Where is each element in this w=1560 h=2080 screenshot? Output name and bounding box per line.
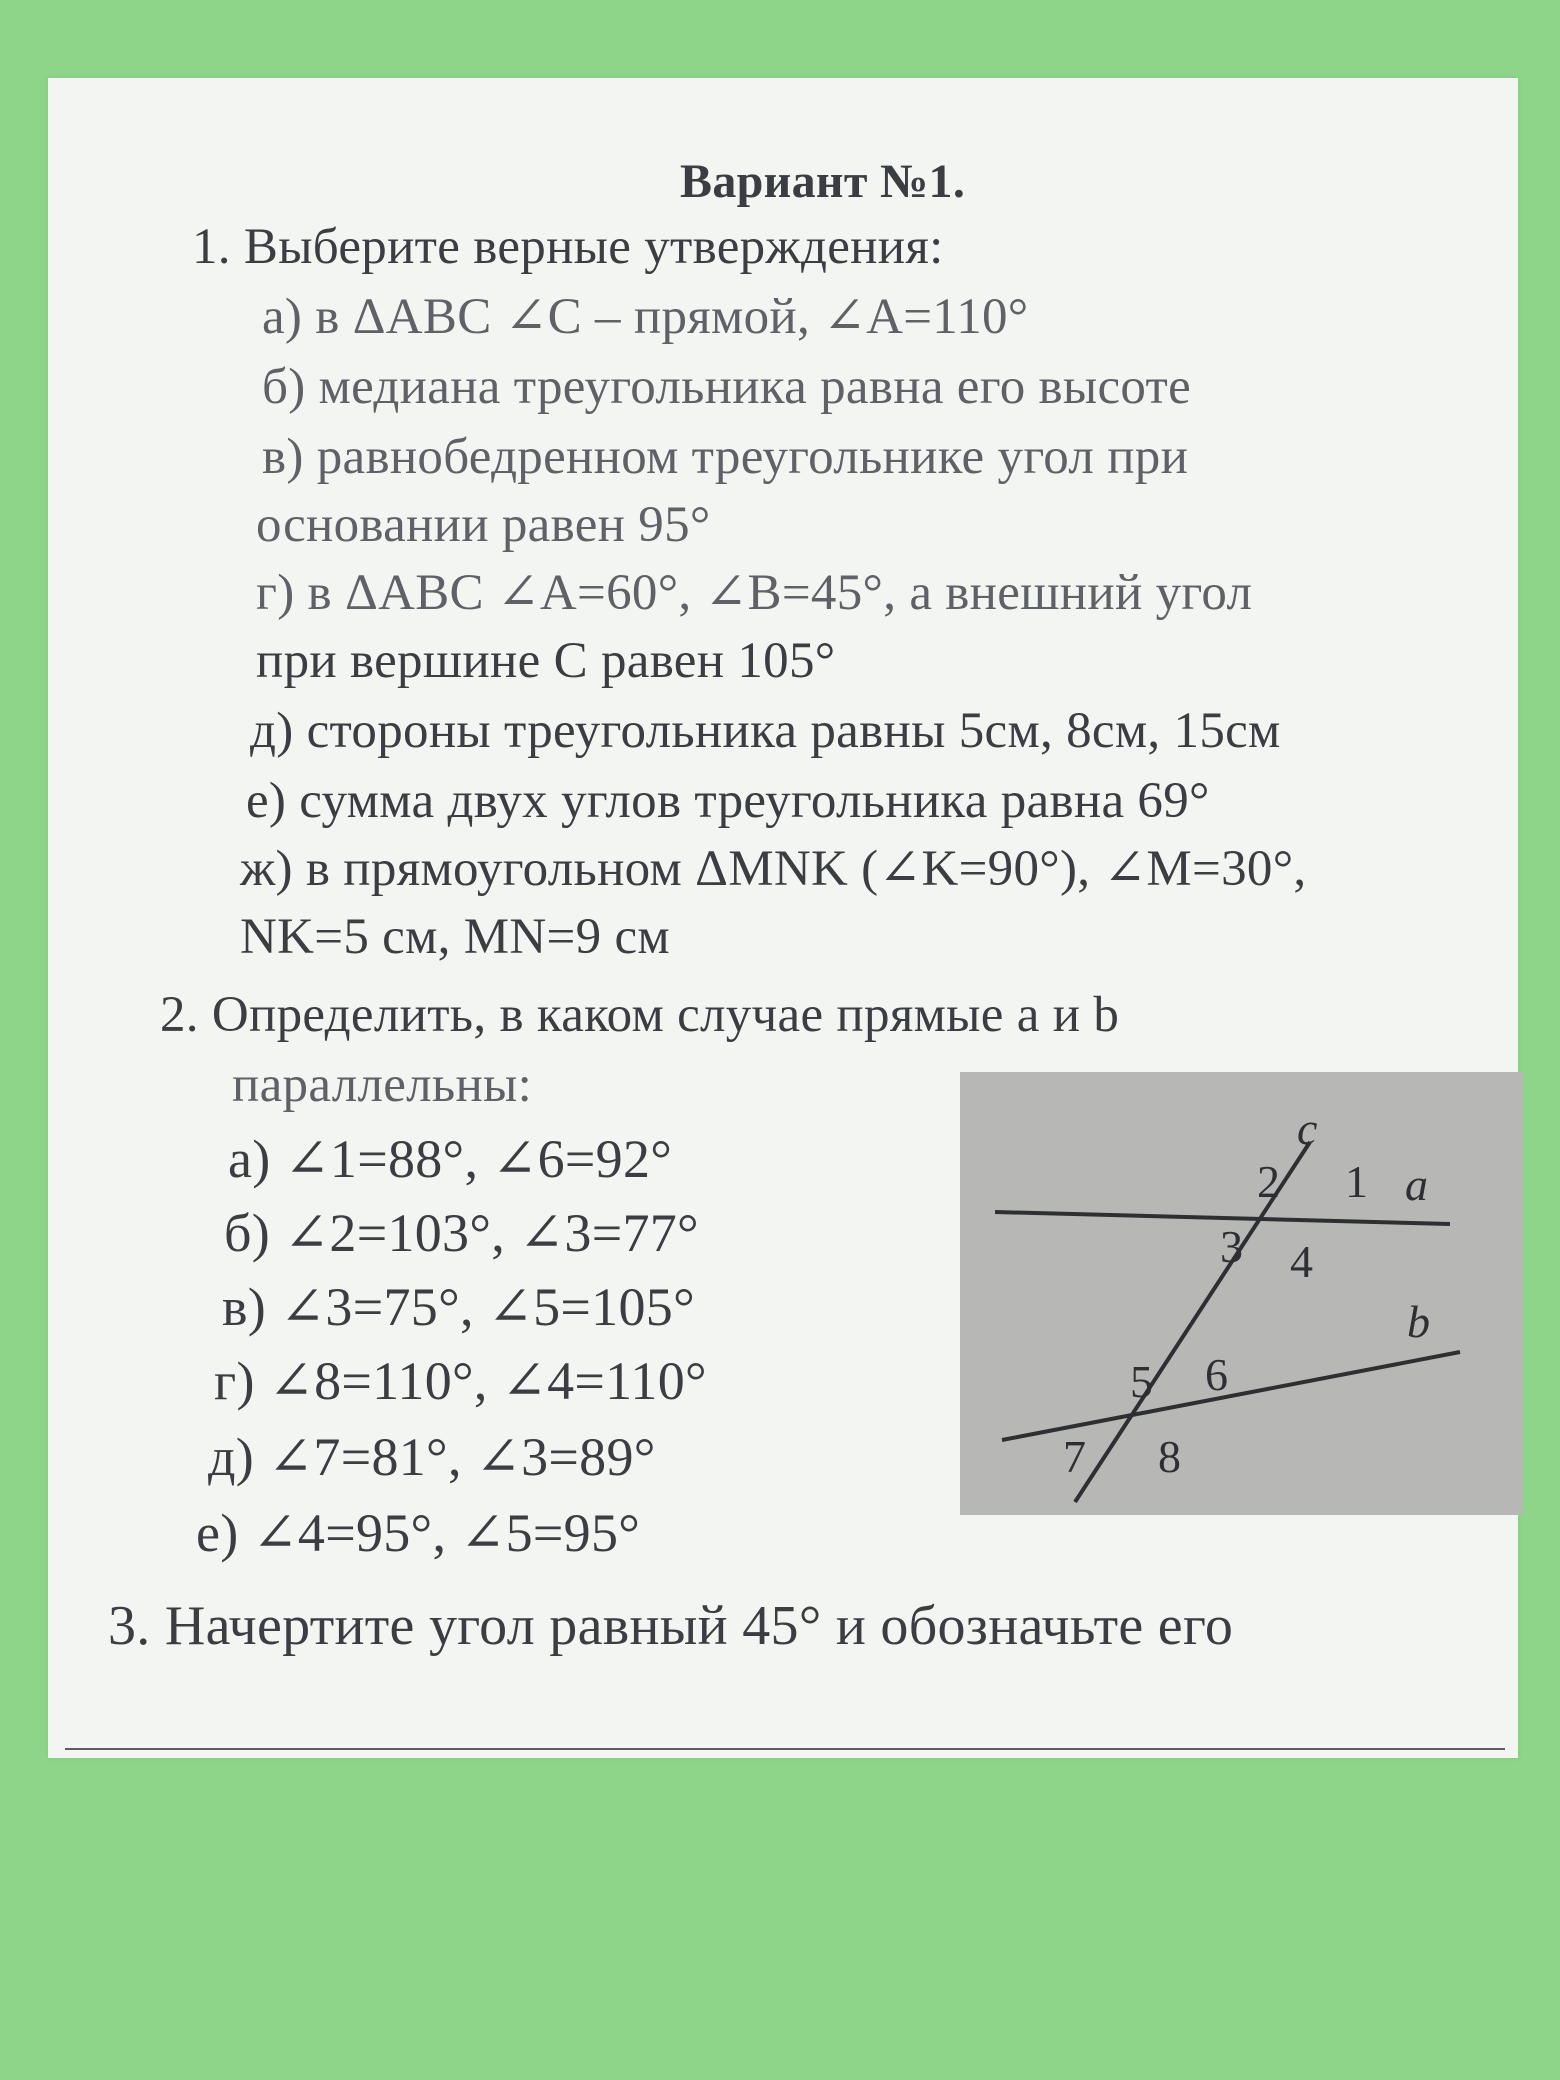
task3-text: 3. Начертите угол равный 45° и обозначьте его — [108, 1595, 1234, 1657]
label-c: c — [1297, 1103, 1318, 1154]
task2-option-a: а) ∠1=88°, ∠6=92° — [228, 1129, 673, 1189]
task1-item-zh-line1: ж) в прямоугольном ΔMNK (∠K=90°), ∠M=30°, — [240, 841, 1307, 897]
task1-item-v-line2: основании равен 95° — [256, 497, 711, 553]
angle-label-5: 5 — [1130, 1356, 1153, 1407]
angle-label-1: 1 — [1345, 1156, 1368, 1207]
task1-item-a: а) в ΔABC ∠C – прямой, ∠A=110° — [262, 289, 1029, 345]
task2-heading-line1: 2. Определить, в каком случае прямые a и b — [160, 987, 1120, 1043]
parallel-lines-figure — [960, 1072, 1523, 1515]
task1-item-e: е) сумма двух углов треугольника равна 69° — [246, 773, 1210, 829]
angle-label-2: 2 — [1257, 1156, 1280, 1207]
task2-option-e: е) ∠4=95°, ∠5=95° — [196, 1503, 641, 1563]
angle-label-3: 3 — [1220, 1221, 1243, 1272]
variant-title: Вариант №1. — [680, 155, 966, 208]
task1-item-v-line1: в) равнобедренном треугольнике угол при — [262, 429, 1189, 485]
angle-label-8: 8 — [1158, 1431, 1181, 1482]
answer-line — [65, 1748, 1505, 1750]
label-a: a — [1405, 1159, 1428, 1210]
transversal-diagram — [960, 1072, 1523, 1515]
task2-option-v: в) ∠3=75°, ∠5=105° — [222, 1277, 695, 1337]
task2-heading-line2: параллельны: — [232, 1057, 533, 1113]
angle-label-7: 7 — [1063, 1431, 1086, 1482]
angle-label-4: 4 — [1290, 1236, 1313, 1287]
task2-option-d: д) ∠7=81°, ∠3=89° — [208, 1427, 656, 1487]
label-b: b — [1407, 1296, 1430, 1347]
line-b — [1002, 1352, 1460, 1440]
task1-item-g-line2: при вершине C равен 105° — [256, 633, 836, 689]
task2-option-b: б) ∠2=103°, ∠3=77° — [224, 1203, 699, 1263]
task2-option-g: г) ∠8=110°, ∠4=110° — [214, 1351, 707, 1411]
task1-item-d: д) стороны треугольника равны 5см, 8см, 15см — [250, 703, 1281, 759]
task1-item-g-line1: г) в ΔABC ∠A=60°, ∠B=45°, а внешний угол — [256, 565, 1253, 621]
task1-heading: 1. Выберите верные утверждения: — [192, 219, 944, 275]
task1-item-zh-line2: NK=5 см, MN=9 см — [240, 909, 670, 965]
task1-item-b: б) медиана треугольника равна его высоте — [262, 359, 1192, 415]
angle-label-6: 6 — [1205, 1349, 1228, 1400]
